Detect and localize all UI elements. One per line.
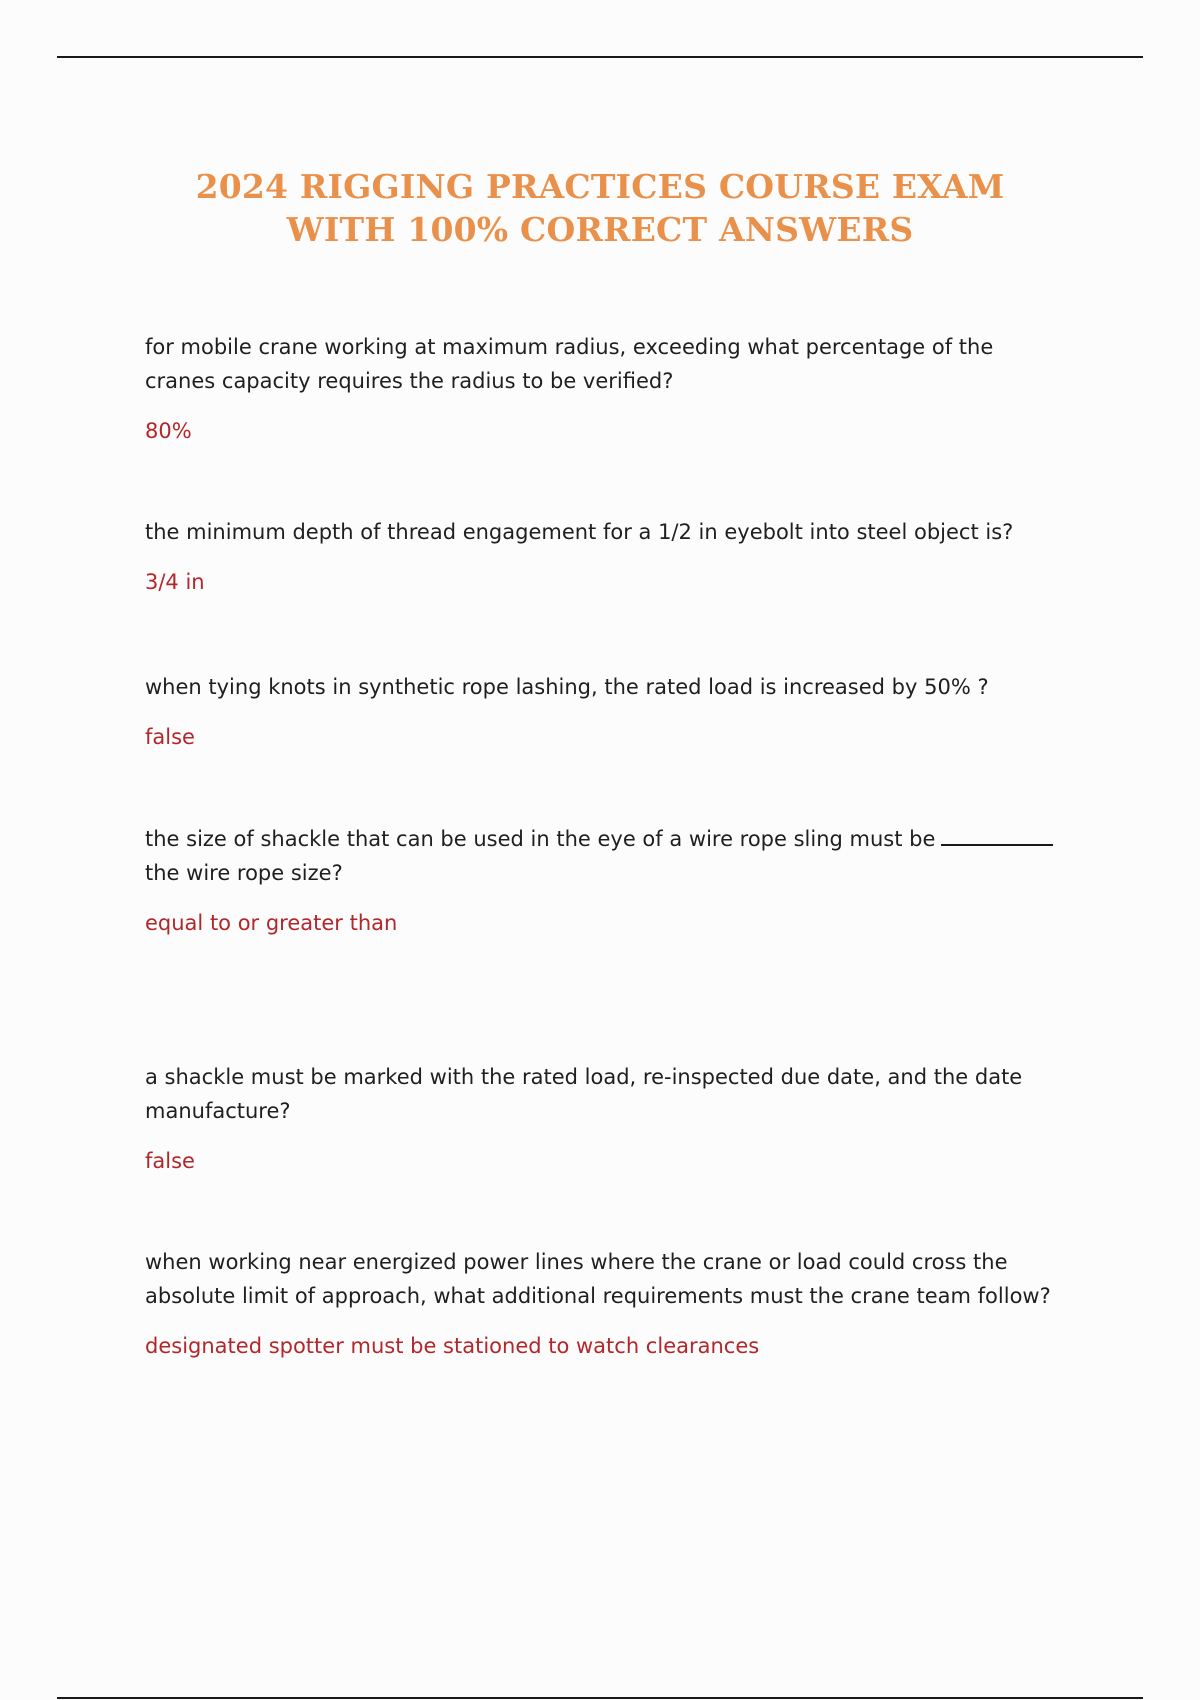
answer-text: equal to or greater than: [145, 911, 398, 935]
question-text-after-blank: the wire rope size?: [145, 861, 343, 885]
qa-item-5: [145, 1060, 1065, 1178]
title-line-1: 2024 RIGGING PRACTICES COURSE EXAM: [195, 167, 1005, 207]
document-title: [0, 165, 1200, 251]
question-text: [145, 822, 1065, 890]
title-line-2: WITH 100% CORRECT ANSWERS: [286, 210, 914, 250]
bottom-rule: [57, 1697, 1143, 1699]
qa-item-4: [145, 822, 1065, 940]
qa-item-3: [145, 670, 1065, 754]
qa-item-6: [145, 1245, 1065, 1363]
question-text: for mobile crane working at maximum radius, exceeding what percentage of the cranes capacity requires the radius to be verified?: [145, 335, 994, 393]
question-text-before-blank: the size of shackle that can be used in the eye of a wire rope sling must be: [145, 827, 936, 851]
answer-text: designated spotter must be stationed to watch clearances: [145, 1334, 760, 1358]
question-text: a shackle must be marked with the rated load, re-inspected due date, and the date manufacture?: [145, 1065, 1023, 1123]
question-text: when tying knots in synthetic rope lashing, the rated load is increased by 50% ?: [145, 675, 989, 699]
top-rule: [57, 56, 1143, 58]
answer-text: 3/4 in: [145, 570, 205, 594]
question-text: when working near energized power lines where the crane or load could cross the absolute limit of approach, what additional requirements must the crane team follow?: [145, 1250, 1051, 1308]
answer-text: 80%: [145, 419, 192, 443]
answer-text: false: [145, 725, 195, 749]
question-text: the minimum depth of thread engagement for a 1/2 in eyebolt into steel object is?: [145, 520, 1014, 544]
qa-item-1: [145, 330, 1065, 448]
fill-in-blank-line: [941, 826, 1053, 846]
qa-item-2: [145, 515, 1065, 599]
answer-text: false: [145, 1149, 195, 1173]
